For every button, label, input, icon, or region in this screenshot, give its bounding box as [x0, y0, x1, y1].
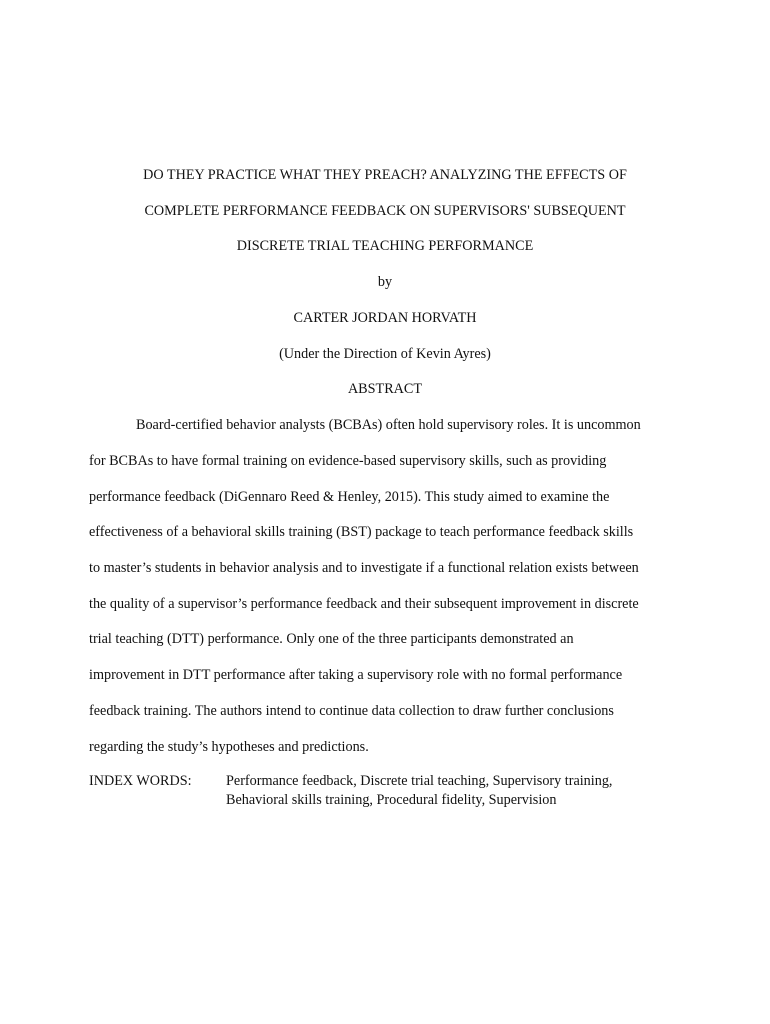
abstract-line: performance feedback (DiGennaro Reed & Henley, 2015). This study aimed to examine the [89, 489, 610, 505]
author-name: CARTER JORDAN HORVATH [293, 310, 477, 326]
title-line-1: DO THEY PRACTICE WHAT THEY PREACH? ANALYZING THE EFFECTS OF [143, 167, 627, 183]
abstract-line: improvement in DTT performance after taking a supervisory role with no formal performance [89, 667, 623, 683]
index-words-line-1: Performance feedback, Discrete trial teaching, Supervisory training, [226, 773, 613, 789]
index-words-line-2: Behavioral skills training, Procedural fidelity, Supervision [226, 792, 557, 808]
title-line-3: DISCRETE TRIAL TEACHING PERFORMANCE [236, 238, 534, 254]
direction-line: (Under the Direction of Kevin Ayres) [279, 346, 491, 362]
abstract-line: Board-certified behavior analysts (BCBAs) often hold supervisory roles. It is uncommon [136, 417, 641, 433]
abstract-line: for BCBAs to have formal training on evidence-based supervisory skills, such as providing [89, 453, 607, 469]
abstract-line: the quality of a supervisor’s performance feedback and their subsequent improvement in discrete [89, 596, 639, 612]
title-line-2: COMPLETE PERFORMANCE FEEDBACK ON SUPERVISORS' SUBSEQUENT [144, 203, 626, 219]
abstract-line: effectiveness of a behavioral skills training (BST) package to teach performance feedback skills [89, 524, 634, 540]
abstract-line: feedback training. The authors intend to continue data collection to draw further conclusions [89, 703, 614, 719]
abstract-heading: ABSTRACT [347, 381, 423, 397]
abstract-line: trial teaching (DTT) performance. Only one of the three participants demonstrated an [89, 631, 574, 647]
by-line: by [377, 274, 393, 290]
abstract-line: regarding the study’s hypotheses and predictions. [89, 739, 369, 755]
index-words-label: INDEX WORDS: [89, 773, 192, 789]
index-words-list [226, 772, 612, 810]
abstract-line: to master’s students in behavior analysis and to investigate if a functional relation exists between [89, 560, 639, 576]
